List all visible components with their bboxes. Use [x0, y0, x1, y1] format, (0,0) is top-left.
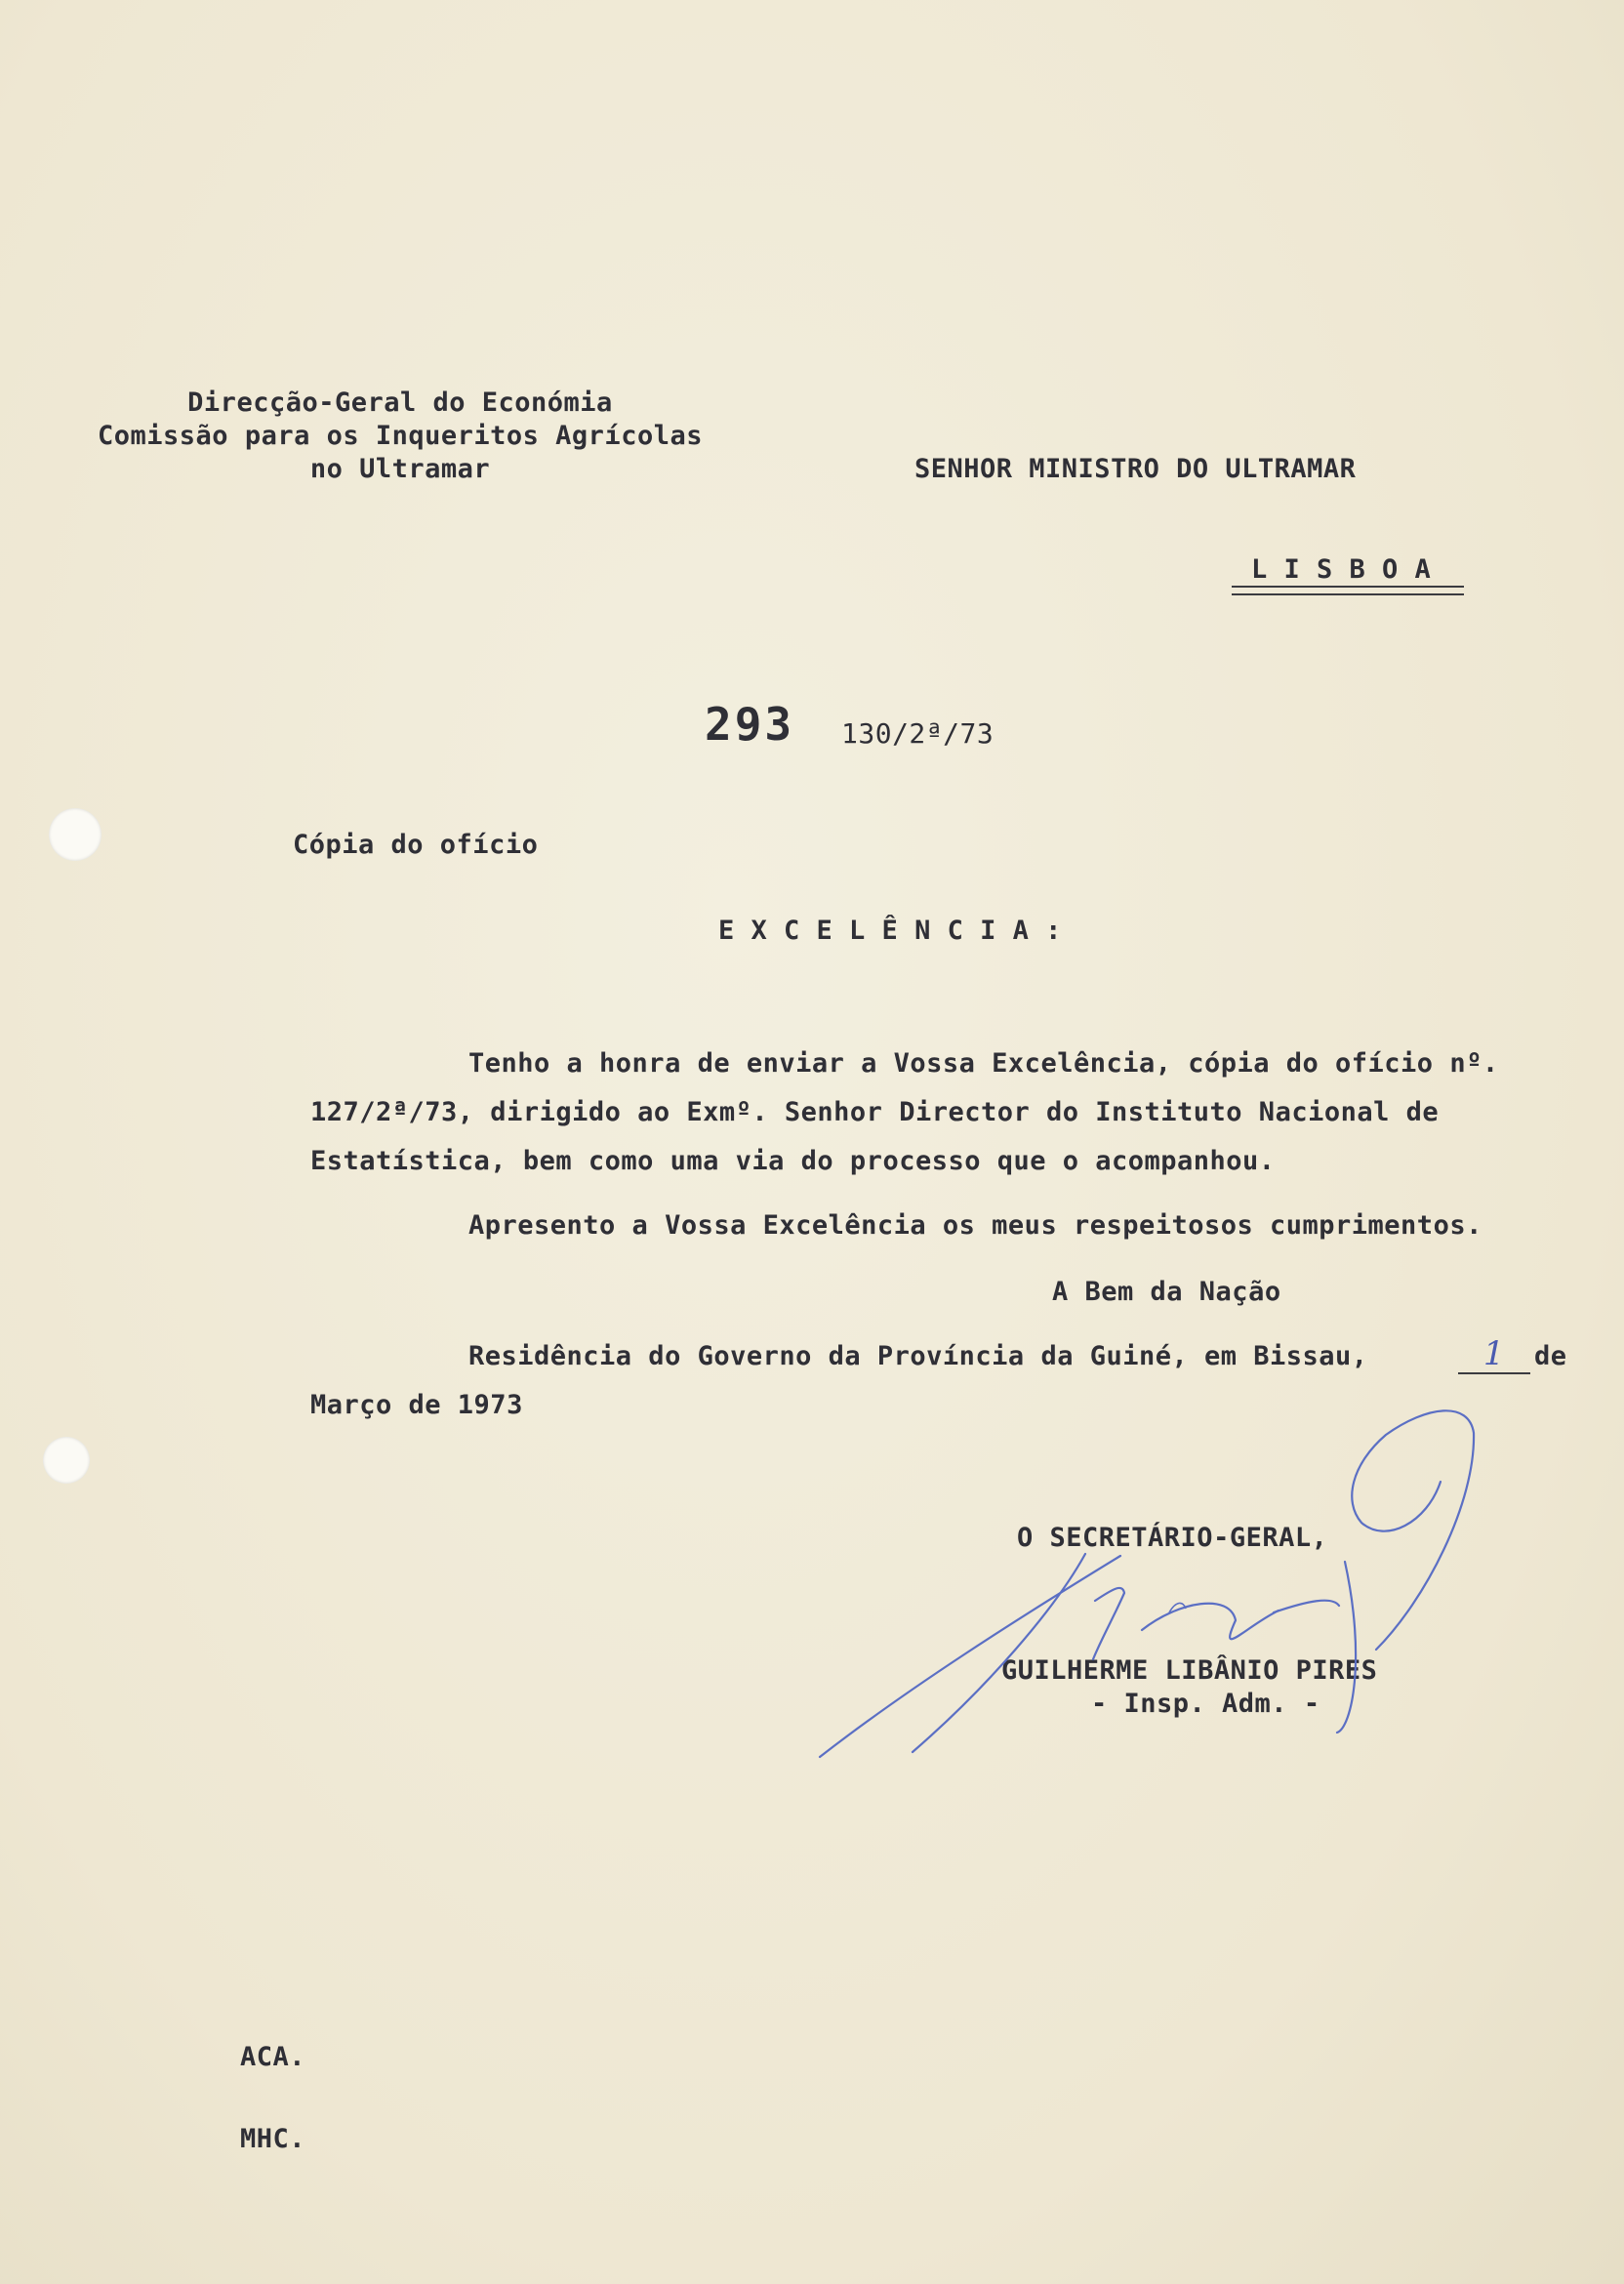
- subject-line: Cópia do ofício: [293, 830, 539, 860]
- place-line: Residência do Governo da Província da Guiné, em Bissau,: [468, 1341, 1368, 1371]
- stamped-reference-number: 293: [705, 698, 795, 751]
- place-line-de: de: [1534, 1341, 1567, 1371]
- body-paragraph-1-line-2: 127/2ª/73, dirigido ao Exmº. Senhor Director do Instituto Nacional de: [310, 1097, 1440, 1127]
- body-paragraph-2: Apresento a Vossa Excelência os meus respeitosos cumprimentos.: [468, 1210, 1482, 1241]
- body-paragraph-1-line-3: Estatística, bem como uma via do processo que o acompanhou.: [310, 1146, 1276, 1176]
- signatory-title: O SECRETÁRIO-GERAL,: [1017, 1523, 1328, 1553]
- sender-line-3: no Ultramar: [309, 454, 491, 484]
- signatory-role: - Insp. Adm. -: [1091, 1689, 1320, 1719]
- typist-initials-2: MHC.: [240, 2124, 306, 2154]
- salutation: E X C E L Ê N C I A :: [718, 916, 1062, 946]
- typist-initials-1: ACA.: [240, 2042, 306, 2072]
- month-year: Março de 1973: [310, 1390, 523, 1420]
- sender-line-1: Direcção-Geral do Económia: [187, 387, 613, 418]
- handwritten-day: 1: [1482, 1334, 1506, 1373]
- sender-line-2: Comissão para os Inqueritos Agrícolas: [98, 421, 703, 451]
- reference-number: 130/2ª/73: [841, 717, 995, 750]
- signatory-name: GUILHERME LIBÂNIO PIRES: [1001, 1655, 1378, 1686]
- body-paragraph-1-line-1: Tenho a honra de enviar a Vossa Excelência, cópia do ofício nº.: [468, 1048, 1499, 1079]
- closing-formula: A Bem da Nação: [1052, 1277, 1281, 1307]
- addressee-recipient: SENHOR MINISTRO DO ULTRAMAR: [914, 454, 1357, 484]
- addressee-city: L I S B O A: [1251, 554, 1432, 585]
